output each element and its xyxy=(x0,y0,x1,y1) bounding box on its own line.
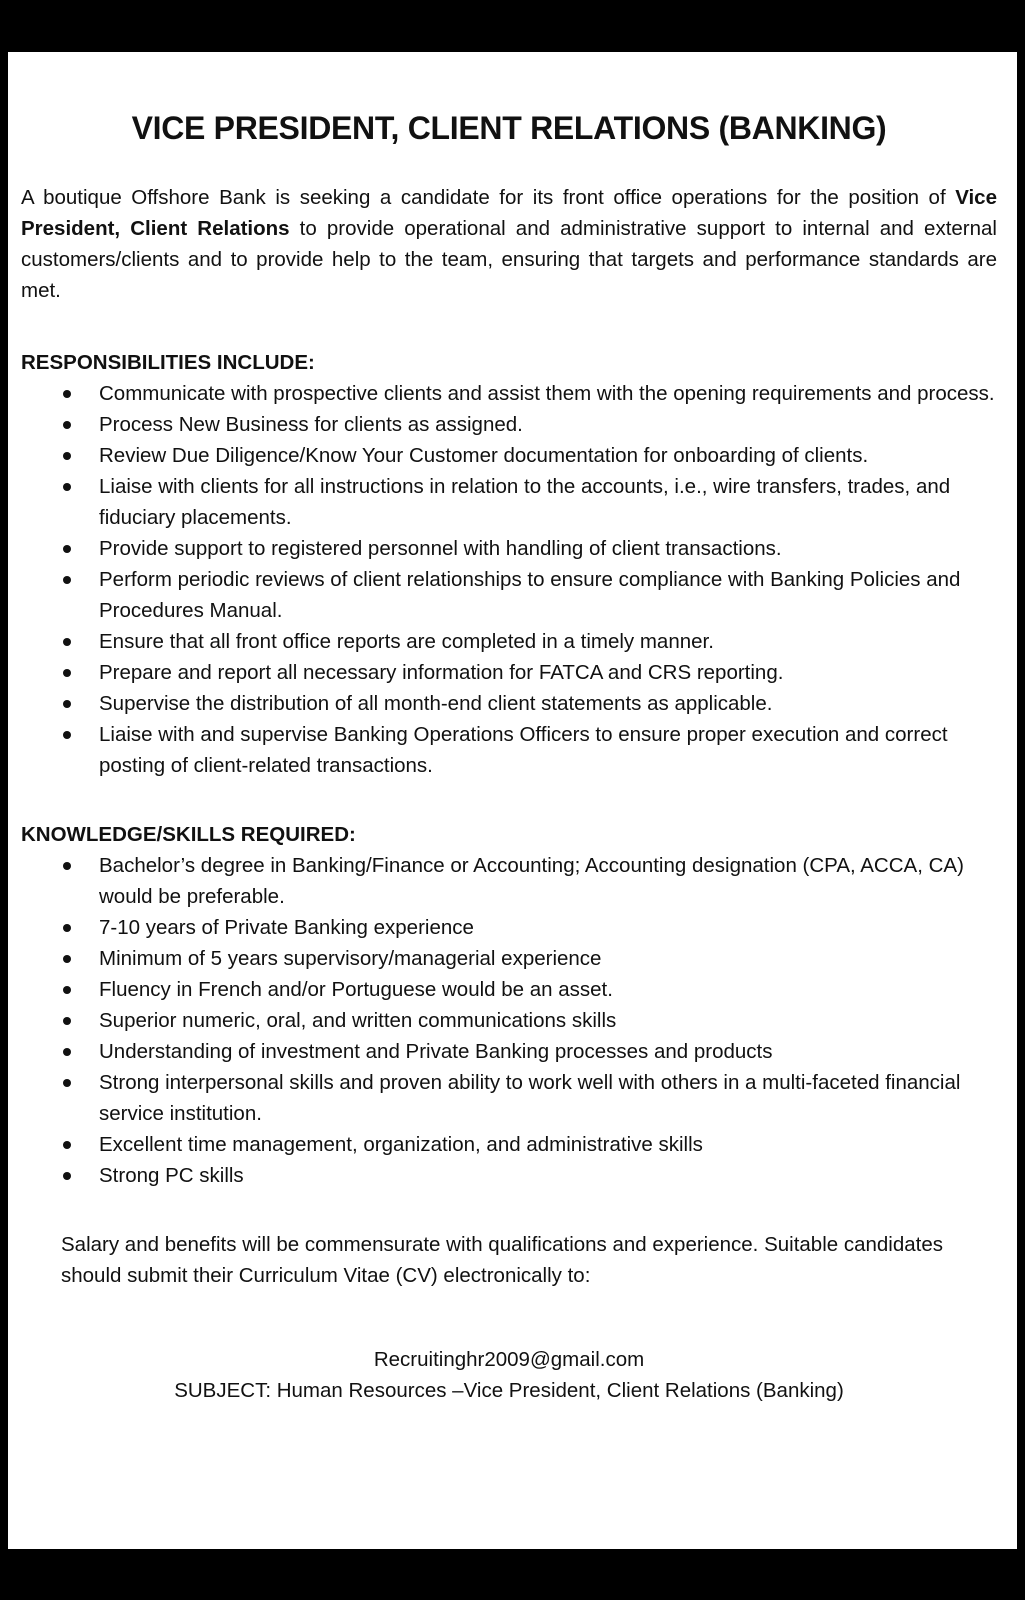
skill-item xyxy=(21,974,997,1005)
bullet-icon xyxy=(63,421,71,429)
closing-paragraph: Salary and benefits will be commensurate with qualifications and experience. Suitable candidates should submit their Curriculum Vitae (CV) electronically to: xyxy=(61,1233,944,1287)
bullet-icon xyxy=(63,1172,71,1180)
bullet-icon xyxy=(63,731,71,739)
skill-item-text: 7-10 years of Private Banking experience xyxy=(99,916,474,939)
responsibility-item xyxy=(21,533,997,564)
responsibility-item-text: Liaise with clients for all instructions in relation to the accounts, i.e., wire transfers, trades, and fiduciary placements. xyxy=(99,475,951,529)
bullet-icon xyxy=(63,1017,71,1025)
contact-block xyxy=(21,1344,997,1406)
skill-item-text: Superior numeric, oral, and written communications skills xyxy=(99,1009,617,1032)
skill-item xyxy=(21,912,997,943)
contact-email[interactable]: Recruitinghr2009@gmail.com xyxy=(373,1348,645,1371)
responsibility-item xyxy=(21,719,997,781)
responsibility-item xyxy=(21,688,997,719)
bullet-icon xyxy=(63,483,71,491)
responsibility-item xyxy=(21,409,997,440)
responsibility-item xyxy=(21,440,997,471)
skill-item xyxy=(21,1036,997,1067)
responsibility-item-text: Review Due Diligence/Know Your Customer documentation for onboarding of clients. xyxy=(99,444,869,467)
responsibility-item-text: Provide support to registered personnel with handling of client transactions. xyxy=(99,537,782,560)
skill-item xyxy=(21,1129,997,1160)
skill-item-text: Bachelor’s degree in Banking/Finance or Accounting; Accounting designation (CPA, ACCA, CA) would be preferable. xyxy=(99,854,964,908)
responsibility-item xyxy=(21,378,997,409)
bullet-icon xyxy=(63,862,71,870)
bullet-icon xyxy=(63,1079,71,1087)
skill-item xyxy=(21,1005,997,1036)
bullet-icon xyxy=(63,700,71,708)
bullet-icon xyxy=(63,1048,71,1056)
skill-item-text: Excellent time management, organization, and administrative skills xyxy=(99,1133,703,1156)
bullet-icon xyxy=(63,955,71,963)
intro-position-name: Vice President, Client Relations xyxy=(21,186,997,240)
bullet-icon xyxy=(63,986,71,994)
responsibility-item-text: Perform periodic reviews of client relationships to ensure compliance with Banking Policies and Procedures Manual. xyxy=(99,568,961,622)
responsibilities-list xyxy=(21,378,997,781)
responsibility-item-text: Process New Business for clients as assigned. xyxy=(99,413,523,436)
bullet-icon xyxy=(63,452,71,460)
responsibility-item xyxy=(21,564,997,626)
responsibility-item xyxy=(21,657,997,688)
skill-item xyxy=(21,1067,997,1129)
bullet-icon xyxy=(63,924,71,932)
responsibilities-heading: RESPONSIBILITIES INCLUDE: xyxy=(21,351,315,374)
intro-paragraph xyxy=(21,182,997,306)
responsibility-item-text: Liaise with and supervise Banking Operations Officers to ensure proper execution and correct posting of client-related transactions. xyxy=(99,723,948,777)
skill-item xyxy=(21,943,997,974)
bullet-icon xyxy=(63,576,71,584)
skill-item-text: Strong PC skills xyxy=(99,1164,244,1187)
page-title: VICE PRESIDENT, CLIENT RELATIONS (BANKING) xyxy=(131,110,887,146)
responsibility-item-text: Prepare and report all necessary information for FATCA and CRS reporting. xyxy=(99,661,784,684)
bullet-icon xyxy=(63,669,71,677)
responsibility-item-text: Ensure that all front office reports are completed in a timely manner. xyxy=(99,630,714,653)
skill-item xyxy=(21,1160,997,1191)
job-posting-page xyxy=(8,52,1017,1549)
intro-text-end: to provide operational and administrative support to internal and external customers/clients and to provide help to the team, ensuring that targets and performance standards are met. xyxy=(21,217,997,302)
responsibility-item-text: Supervise the distribution of all month-end client statements as applicable. xyxy=(99,692,773,715)
skills-heading: KNOWLEDGE/SKILLS REQUIRED: xyxy=(21,823,356,846)
skill-item-text: Fluency in French and/or Portuguese would be an asset. xyxy=(99,978,613,1001)
responsibility-item xyxy=(21,471,997,533)
skill-item-text: Understanding of investment and Private Banking processes and products xyxy=(99,1040,773,1063)
contact-subject: SUBJECT: Human Resources –Vice President, Client Relations (Banking) xyxy=(174,1379,844,1402)
skill-item xyxy=(21,850,997,912)
skills-list xyxy=(21,850,997,1191)
bullet-icon xyxy=(63,545,71,553)
bullet-icon xyxy=(63,638,71,646)
skill-item-text: Strong interpersonal skills and proven ability to work well with others in a multi-faceted financial service institution. xyxy=(99,1071,961,1125)
bullet-icon xyxy=(63,1141,71,1149)
bullet-icon xyxy=(63,390,71,398)
responsibility-item-text: Communicate with prospective clients and assist them with the opening requirements and process. xyxy=(99,382,995,405)
skill-item-text: Minimum of 5 years supervisory/managerial experience xyxy=(99,947,602,970)
intro-text-start: A boutique Offshore Bank is seeking a candidate for its front office operations for the position of xyxy=(21,186,956,209)
responsibility-item xyxy=(21,626,997,657)
